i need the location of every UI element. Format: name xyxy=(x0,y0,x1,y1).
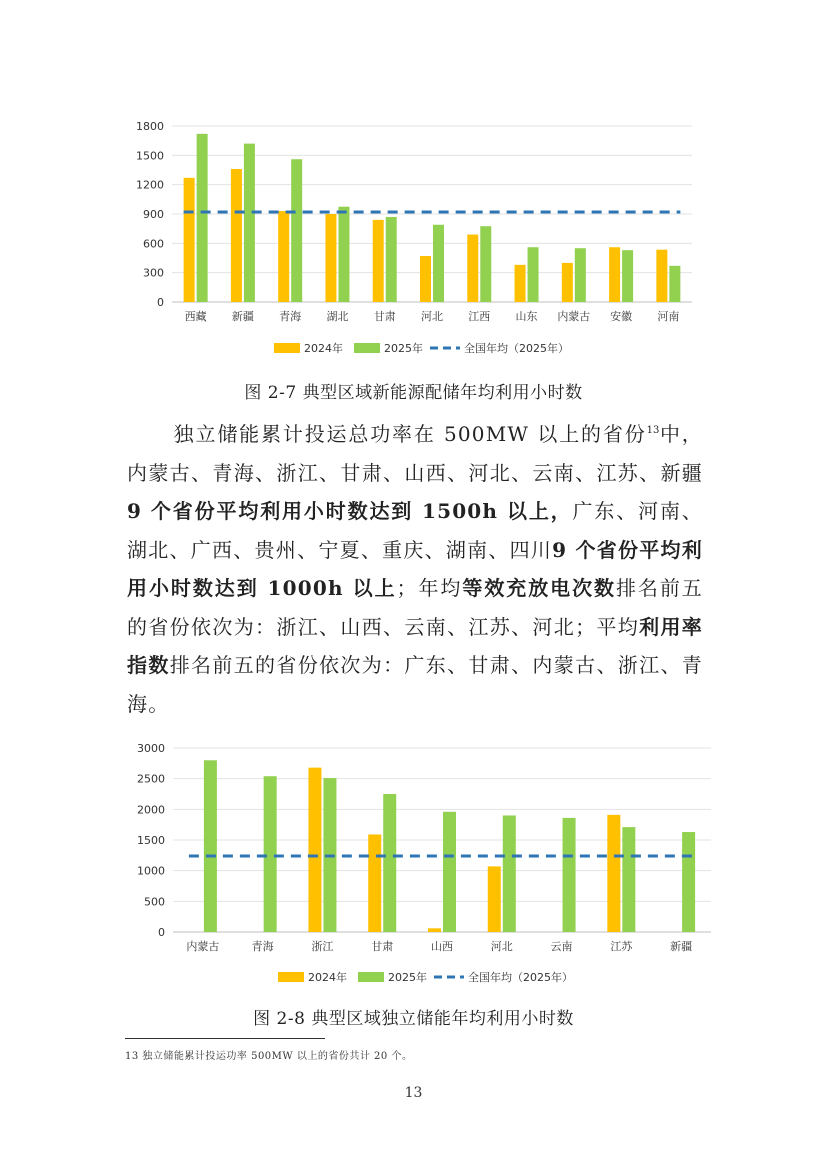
x-tick-label: 安徽 xyxy=(610,310,633,323)
para-bold-3: 等效充放电次数 xyxy=(462,576,616,600)
page-number: 13 xyxy=(404,1085,423,1101)
x-tick-label: 内蒙古 xyxy=(557,310,591,323)
bar-2024 xyxy=(488,866,501,932)
y-tick-label: 3000 xyxy=(137,742,165,755)
y-tick-label: 1500 xyxy=(137,834,165,847)
y-tick-label: 900 xyxy=(143,208,164,221)
y-tick-label: 0 xyxy=(158,926,165,939)
bar-2025 xyxy=(383,794,396,932)
footnote-divider xyxy=(125,1038,325,1039)
x-tick-label: 江苏 xyxy=(610,940,633,953)
bar-2025 xyxy=(503,815,516,932)
para-text-5: 排名前五的省份依次为：浙江、山西、云南、江苏、河北；平均 xyxy=(127,576,703,639)
x-tick-label: 新疆 xyxy=(231,310,254,323)
bar-2024 xyxy=(308,768,321,932)
figure-caption-2-7: 图 2-7 典型区域新能源配储年均利用小时数 xyxy=(244,383,583,403)
x-tick-label: 山西 xyxy=(431,940,453,953)
para-text-1: 独立储能累计投运总功率在 500MW 以上的省份 xyxy=(173,422,647,446)
x-tick-label: 浙江 xyxy=(311,940,334,953)
y-tick-label: 500 xyxy=(144,895,165,909)
bar-2024 xyxy=(368,834,381,932)
y-tick-label: 300 xyxy=(143,266,164,280)
bar-2025 xyxy=(682,832,695,932)
y-tick-label: 1500 xyxy=(136,149,164,163)
bar-2024 xyxy=(428,928,441,932)
x-tick-label: 新疆 xyxy=(670,940,693,953)
footnote-ref[interactable]: 13 xyxy=(646,425,660,436)
x-tick-label: 山东 xyxy=(515,310,538,323)
bar-2024 xyxy=(607,815,620,932)
x-tick-label: 河南 xyxy=(657,310,680,323)
para-bold-4: 利用率指数 xyxy=(127,614,703,677)
y-tick-label: 1000 xyxy=(137,864,165,878)
x-tick-label: 河北 xyxy=(421,310,443,323)
legend-swatch xyxy=(358,972,384,982)
x-tick-label: 湖北 xyxy=(326,310,349,323)
legend-label: 2025年 xyxy=(388,971,427,984)
y-tick-label: 600 xyxy=(143,237,164,251)
footnote: 13 独立储能累计投运功率 500MW 以上的省份共计 20 个。 xyxy=(125,1051,413,1062)
legend-label: 2025年 xyxy=(384,342,423,355)
para-text-6: 排名前五的省份依次为：广东、甘肃、内蒙古、浙江、青海。 xyxy=(127,653,704,716)
bar-2025 xyxy=(204,760,217,932)
figure-caption-2-8: 图 2-8 典型区域独立储能年均利用小时数 xyxy=(253,1009,574,1029)
y-tick-label: 0 xyxy=(157,296,164,309)
x-tick-label: 甘肃 xyxy=(371,940,394,953)
y-tick-label: 1200 xyxy=(136,178,164,192)
y-tick-label: 2500 xyxy=(137,772,165,786)
x-tick-label: 西藏 xyxy=(184,310,207,323)
x-tick-label: 青海 xyxy=(279,310,302,323)
legend-swatch xyxy=(278,972,304,982)
y-tick-label: 1800 xyxy=(136,120,164,133)
bar-2025 xyxy=(264,776,277,932)
x-tick-label: 江西 xyxy=(468,310,491,323)
para-text-4: ；年均 xyxy=(396,576,463,600)
bar-2025 xyxy=(622,827,635,932)
legend-label: 全国年均（2025年） xyxy=(464,342,569,355)
x-tick-label: 内蒙古 xyxy=(186,940,220,953)
legend-label: 2024年 xyxy=(308,971,347,984)
bar-2025 xyxy=(443,812,456,932)
y-tick-label: 2000 xyxy=(137,803,165,817)
x-tick-label: 青海 xyxy=(251,940,274,953)
para-text-3: 广东、河南、湖北、广西、贵州、宁夏、重庆、湖南、四川 xyxy=(127,499,704,562)
bar-2025 xyxy=(563,818,576,932)
legend-label: 2024年 xyxy=(304,342,343,355)
para-text-2: 中，内蒙古、青海、浙江、甘肃、山西、河北、云南、江苏、新疆 xyxy=(127,422,703,485)
x-tick-label: 河北 xyxy=(490,940,513,953)
para-bold-1: 9 个省份平均利用小时数达到 1500h 以上， xyxy=(127,499,573,523)
para-bold-2: 9 个省份平均利用小时数达到 1000h 以上 xyxy=(127,537,704,600)
legend-label: 全国年均（2025年） xyxy=(468,971,573,984)
x-tick-label: 云南 xyxy=(550,940,573,953)
x-tick-label: 甘肃 xyxy=(373,310,396,323)
